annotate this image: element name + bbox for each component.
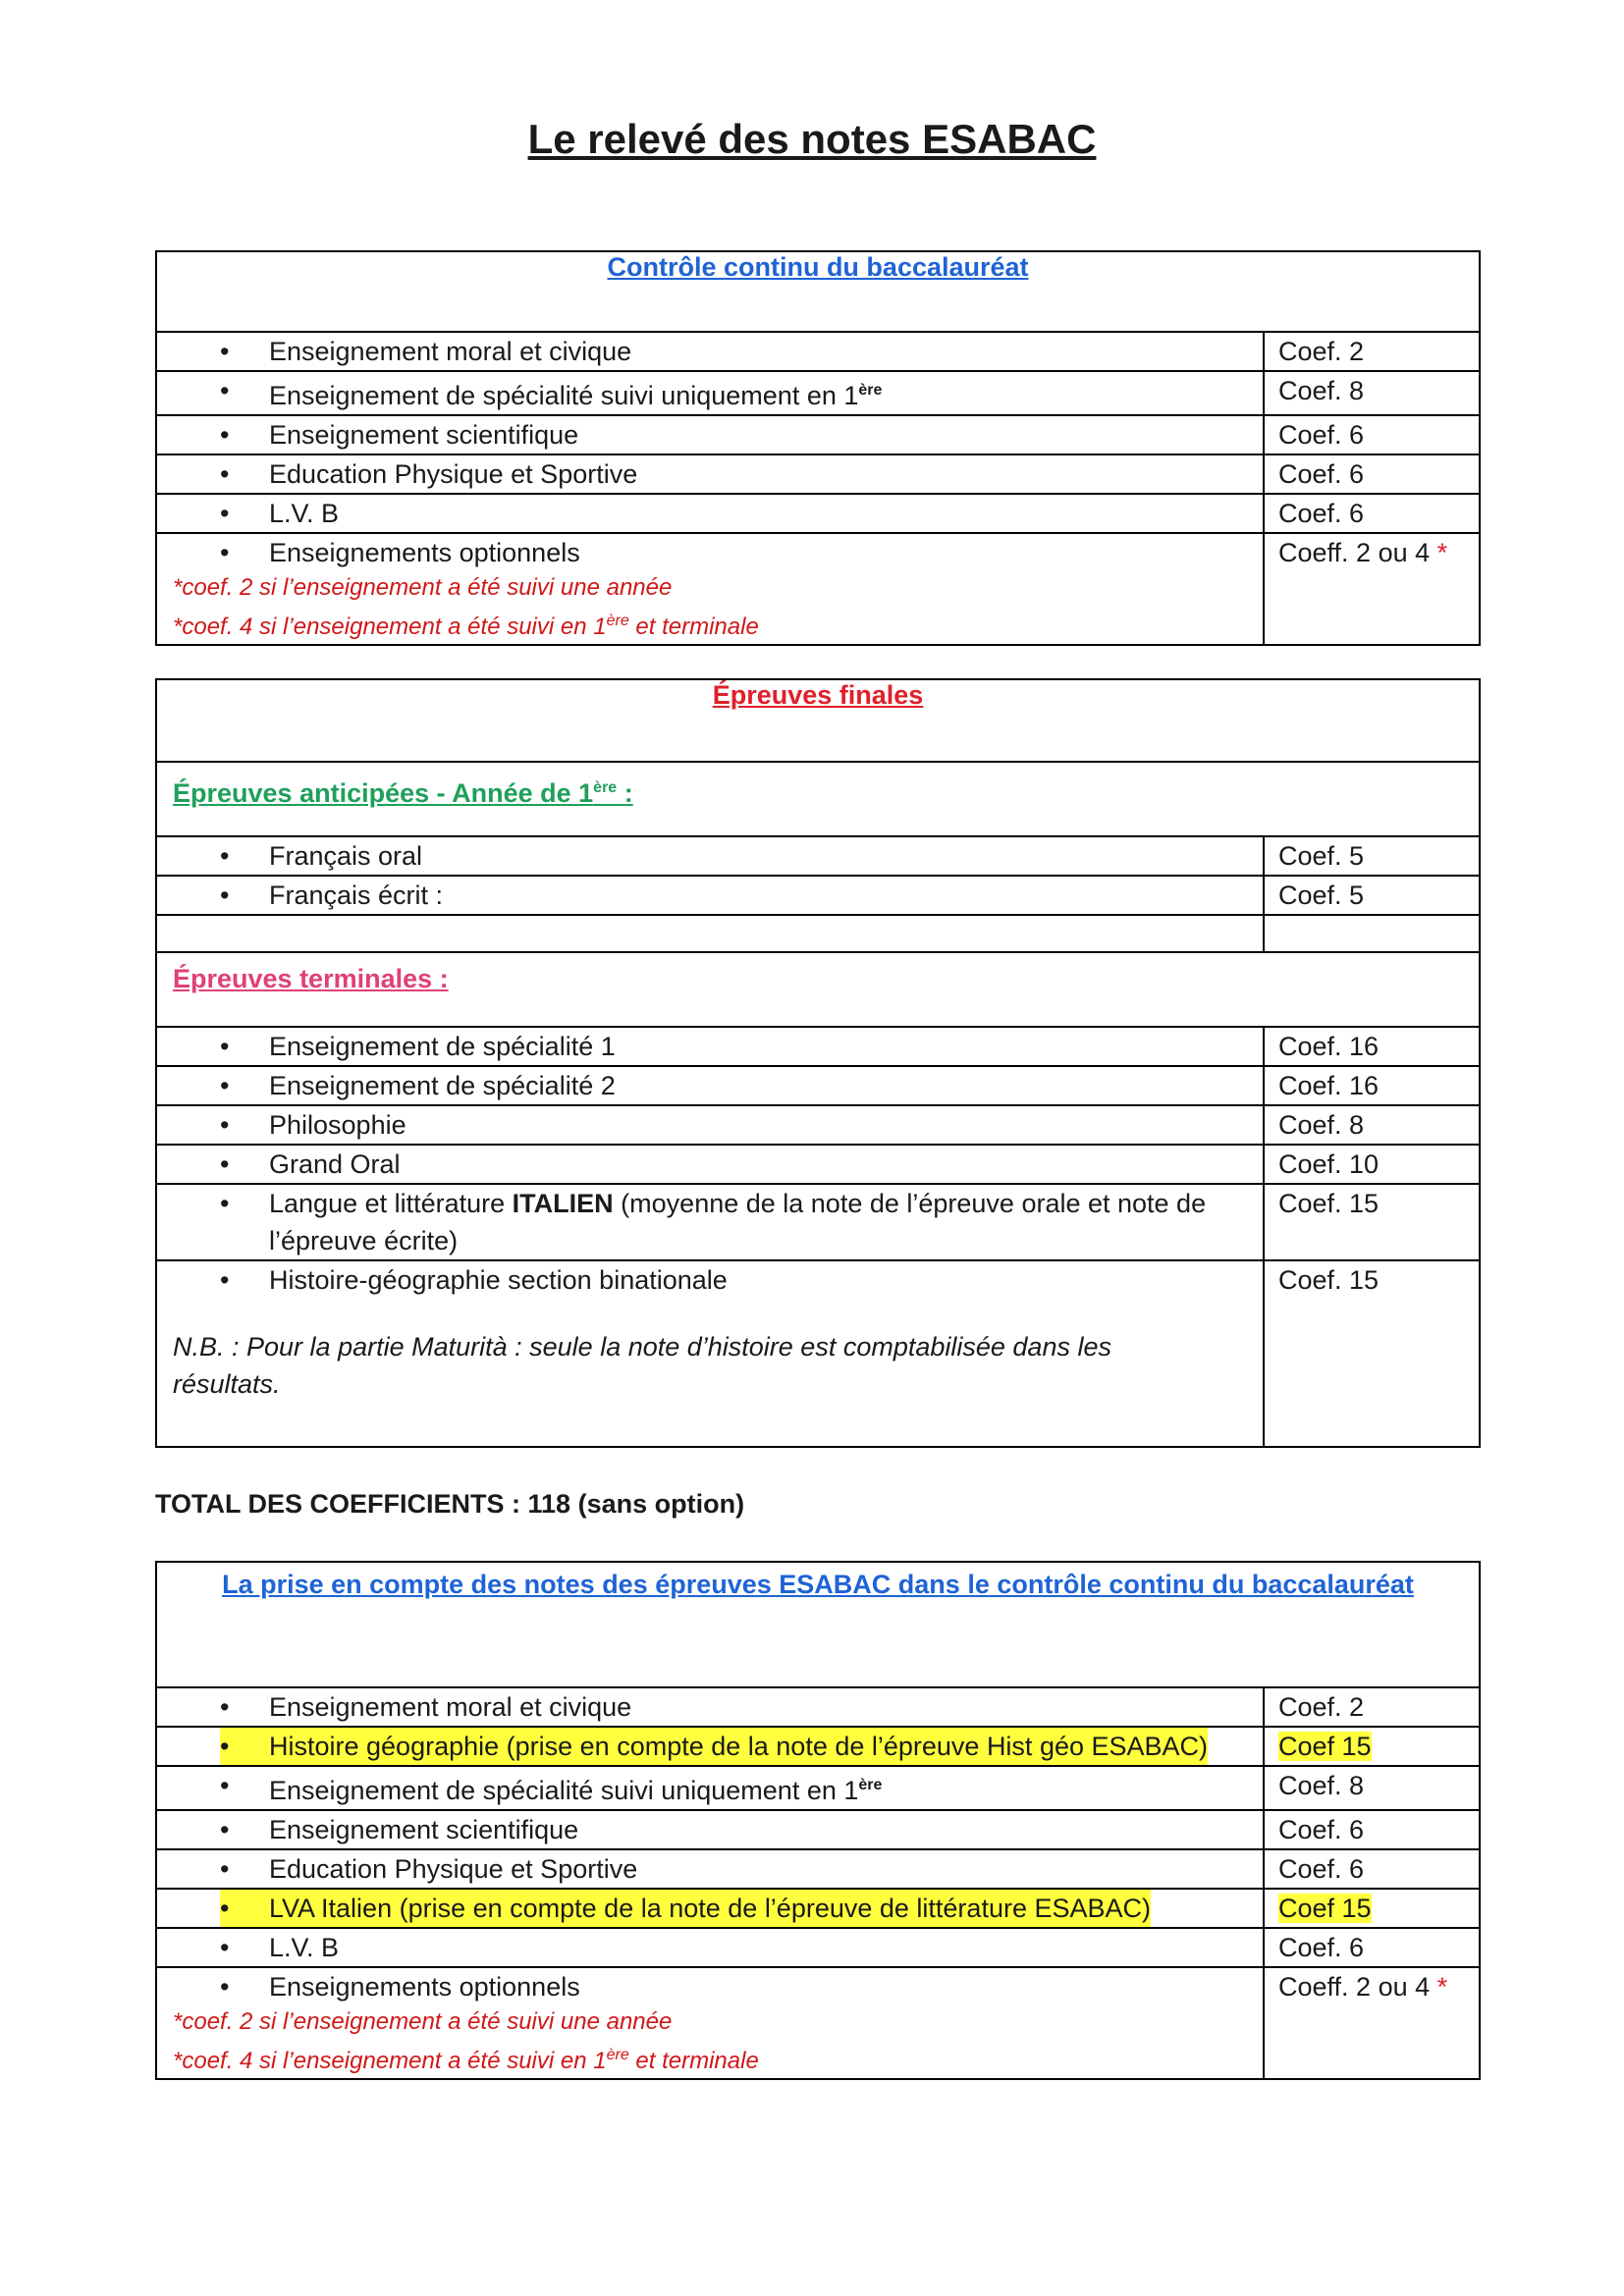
table-row: • Grand Oral	[156, 1145, 1264, 1184]
empty-cell	[156, 915, 1264, 952]
bullet-icon: •	[220, 1890, 249, 1927]
coef-cell: Coef 15	[1264, 1727, 1480, 1766]
coef-cell: Coef. 6	[1264, 415, 1480, 454]
coef-cell: Coeff. 2 ou 4 *	[1264, 1967, 1480, 2079]
table-row: • Enseignement de spécialité suivi uniquement en 1ère	[156, 1766, 1264, 1810]
coef-cell: Coef. 16	[1264, 1027, 1480, 1066]
coef-cell: Coef. 2	[1264, 1687, 1480, 1727]
footnote: *coef. 2 si l’enseignement a été suivi une année	[173, 2008, 673, 2035]
bullet-icon: •	[220, 1771, 230, 1800]
subsection-heading: Épreuves anticipées - Année de 1ère :	[156, 762, 1480, 836]
bullet-icon: •	[220, 1854, 230, 1884]
section-heading: Épreuves finales	[156, 679, 1480, 762]
bullet-icon: •	[220, 376, 230, 405]
coef-cell: Coef. 8	[1264, 1105, 1480, 1145]
coef-cell: Coef. 6	[1264, 494, 1480, 533]
table-row: • Enseignement de spécialité 1	[156, 1027, 1264, 1066]
bullet-icon: •	[220, 1149, 230, 1179]
bullet-icon: •	[220, 1728, 249, 1765]
bullet-icon: •	[220, 337, 230, 366]
table-row: • Enseignement de spécialité suivi uniquement en 1ère	[156, 371, 1264, 415]
epreuves-finales-table	[155, 678, 1481, 1448]
coef-cell: Coef. 16	[1264, 1066, 1480, 1105]
footnote: *coef. 4 si l’enseignement a été suivi en 1ère et terminale	[173, 613, 759, 640]
footnote: *coef. 2 si l’enseignement a été suivi une année	[173, 574, 673, 601]
table-row: • Histoire géographie (prise en compte de la note de l’épreuve Hist géo ESABAC)	[156, 1727, 1264, 1766]
controle-continu-table	[155, 250, 1481, 646]
coef-cell: Coef. 8	[1264, 371, 1480, 415]
coef-cell: Coef. 15	[1264, 1184, 1480, 1260]
page-title: Le relevé des notes ESABAC	[527, 116, 1097, 162]
bullet-icon: •	[220, 1189, 230, 1218]
bullet-icon: •	[220, 881, 230, 910]
table-row: • Education Physique et Sportive	[156, 454, 1264, 494]
total-coefficients: TOTAL DES COEFFICIENTS : 118 (sans option)	[155, 1489, 745, 1519]
bullet-icon: •	[220, 1815, 230, 1844]
bullet-icon: •	[220, 1071, 230, 1100]
bullet-icon: •	[220, 1265, 230, 1295]
bullet-icon: •	[220, 1933, 230, 1962]
coef-cell: Coef. 6	[1264, 1849, 1480, 1889]
coef-cell: Coef. 5	[1264, 836, 1480, 876]
table-row: • Enseignement moral et civique	[156, 332, 1264, 371]
table-row: • Enseignements optionnels *coef. 2 si l’enseignement a été suivi une année *coef. 4 si l’enseignement a été suivi en 1ère et terminale	[156, 533, 1264, 645]
empty-cell	[1264, 915, 1480, 952]
subsection-heading: Épreuves terminales :	[156, 952, 1480, 1027]
coef-cell: Coef. 6	[1264, 1928, 1480, 1967]
bullet-icon: •	[220, 1692, 230, 1722]
coef-cell: Coef. 10	[1264, 1145, 1480, 1184]
section-heading: La prise en compte des notes des épreuves ESABAC dans le contrôle continu du baccalauréat	[156, 1562, 1480, 1687]
coef-cell: Coef. 5	[1264, 876, 1480, 915]
bullet-icon: •	[220, 420, 230, 450]
coef-cell: Coef. 2	[1264, 332, 1480, 371]
table-row: • Français écrit :	[156, 876, 1264, 915]
bullet-icon: •	[220, 1032, 230, 1061]
coef-cell: Coeff. 2 ou 4 *	[1264, 533, 1480, 645]
table-row: • L.V. B	[156, 494, 1264, 533]
section-heading: Contrôle continu du baccalauréat	[156, 251, 1480, 332]
coef-cell: Coef. 8	[1264, 1766, 1480, 1810]
bullet-icon: •	[220, 1972, 230, 2002]
table-row: • L.V. B	[156, 1928, 1264, 1967]
bullet-icon: •	[220, 1110, 230, 1140]
table-row: • Enseignement scientifique	[156, 415, 1264, 454]
table-row: • Enseignement scientifique	[156, 1810, 1264, 1849]
table-row: • LVA Italien (prise en compte de la note de l’épreuve de littérature ESABAC)	[156, 1889, 1264, 1928]
bullet-icon: •	[220, 538, 230, 567]
bullet-icon: •	[220, 841, 230, 871]
coef-cell: Coef. 15	[1264, 1260, 1480, 1447]
table-row: • Enseignement moral et civique	[156, 1687, 1264, 1727]
coef-cell: Coef 15	[1264, 1889, 1480, 1928]
coef-cell: Coef. 6	[1264, 1810, 1480, 1849]
table-row: • Français oral	[156, 836, 1264, 876]
table-row: • Enseignement de spécialité 2	[156, 1066, 1264, 1105]
nota-bene: N.B. : Pour la partie Maturità : seule la note d’histoire est comptabilisée dans les résultats.	[173, 1332, 1111, 1399]
prise-en-compte-table	[155, 1561, 1481, 2080]
table-row: • Langue et littérature ITALIEN (moyenne de la note de l’épreuve orale et note de l’épreuve écrite)	[156, 1184, 1264, 1260]
bullet-icon: •	[220, 459, 230, 489]
table-row: • Enseignements optionnels *coef. 2 si l’enseignement a été suivi une année *coef. 4 si l’enseignement a été suivi en 1ère et terminale	[156, 1967, 1264, 2079]
bullet-icon: •	[220, 499, 230, 528]
table-row: • Histoire-géographie section binationale N.B. : Pour la partie Maturità : seule la note d’histoire est comptabilisée dans les résultats.	[156, 1260, 1264, 1447]
table-row: • Philosophie	[156, 1105, 1264, 1145]
footnote: *coef. 4 si l’enseignement a été suivi en 1ère et terminale	[173, 2047, 759, 2074]
table-row: • Education Physique et Sportive	[156, 1849, 1264, 1889]
coef-cell: Coef. 6	[1264, 454, 1480, 494]
